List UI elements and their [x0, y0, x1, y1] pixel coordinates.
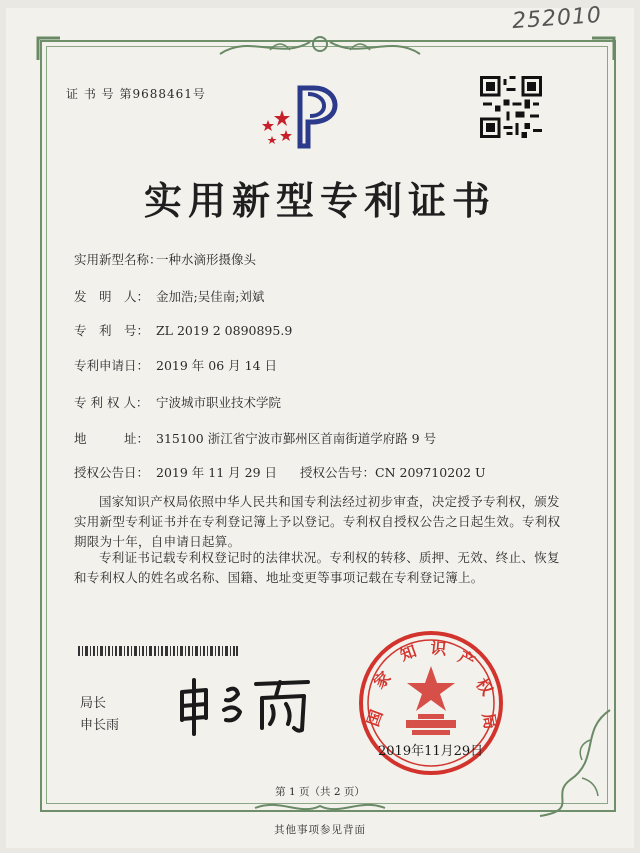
field-value: 宁波城市职业技术学院: [156, 395, 282, 410]
corner-ornament-left: [36, 36, 62, 62]
svg-text:知: 知: [397, 641, 419, 665]
svg-text:国: 国: [363, 707, 387, 729]
field-label: 授权公告日：: [74, 465, 150, 480]
barcode: [78, 646, 238, 656]
svg-text:家: 家: [369, 667, 395, 693]
field-label: 专利申请日：: [74, 358, 150, 373]
field-value: CN 209710202 U: [375, 465, 486, 480]
certificate-border-inner: [46, 46, 608, 804]
signatory-title: 局长: [80, 696, 107, 711]
field-value: 金加浩;吴佳南;刘斌: [156, 289, 265, 304]
field-filing-date: [74, 356, 277, 374]
field-label: 实用新型名称：: [74, 252, 162, 267]
corner-ornament-right: [590, 36, 616, 62]
qr-code: [480, 76, 542, 138]
svg-text:局: 局: [478, 711, 501, 731]
field-label: 地 址：: [74, 431, 150, 446]
svg-text:权: 权: [472, 674, 497, 699]
field-patentee: [74, 393, 281, 411]
field-inventor: [74, 287, 264, 305]
field-value: 2019 年 06 月 14 日: [156, 358, 277, 373]
svg-text:产: 产: [455, 647, 479, 672]
field-patent-number: [74, 321, 292, 339]
field-value: 315100 浙江省宁波市鄞州区首南街道学府路 9 号: [156, 431, 437, 446]
bottom-right-ornament: [520, 700, 620, 820]
paragraph-legal-status: 专利证书记载专利权登记时的法律状况。专利权的转移、质押、无效、终止、恢复和专利权人的姓名或名称、国籍、地址变更等事项记载在专利登记簿上。: [74, 550, 560, 585]
handwritten-signature: [172, 672, 322, 742]
page-indicator: 第 1 页（共 2 页）: [275, 786, 365, 798]
field-label: 专 利 号：: [74, 323, 150, 338]
field-label: 发 明 人：: [74, 289, 150, 304]
seal-date: 2019年11月29日: [378, 744, 484, 759]
certificate-number: 证 书 号 第9688461号: [66, 87, 206, 101]
field-value: 一种水滴形摄像头: [156, 252, 257, 267]
cnipa-logo-icon: [252, 80, 352, 150]
signatory-name: 申长雨: [80, 718, 120, 733]
bottom-ornament: [250, 796, 390, 818]
field-grant-date: [74, 463, 277, 481]
svg-text:识: 识: [429, 638, 448, 659]
field-value: ZL 2019 2 0890895.9: [156, 323, 293, 338]
field-grant-number: [300, 463, 486, 481]
handwritten-note: 252010: [511, 2, 603, 35]
certificate-title: 实用新型专利证书: [143, 178, 496, 223]
field-address: [74, 429, 436, 447]
field-label: 专 利 权 人：: [74, 395, 149, 410]
field-label: 授权公告号：: [300, 465, 376, 480]
footer-note: 其他事项参见背面: [274, 824, 366, 836]
top-ornament: [210, 30, 430, 64]
field-value: 2019 年 11 月 29 日: [156, 465, 277, 480]
paragraph-grant-decision: 国家知识产权局依照中华人民共和国专利法经过初步审查，决定授予专利权，颁发实用新型专利证书并在专利登记簿上予以登记。专利权自授权公告之日起生效。专利权期限为十年，自申请日起算。: [74, 494, 561, 549]
field-utility-model-name: [74, 250, 256, 268]
